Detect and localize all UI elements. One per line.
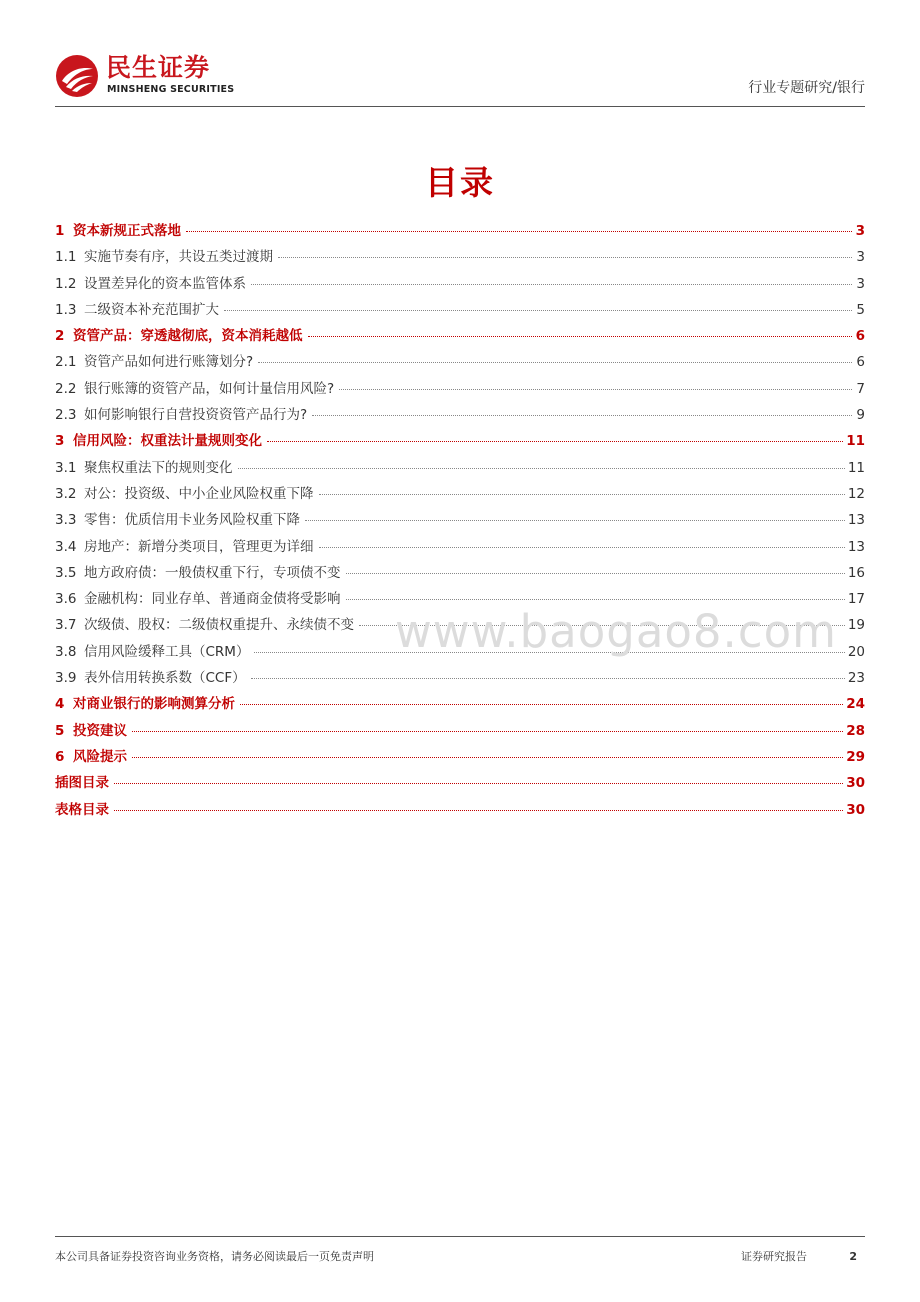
footer-disclaimer: 本公司具备证券投资咨询业务资格，请务必阅读最后一页免责声明	[55, 1250, 374, 1263]
toc-entry[interactable]	[55, 248, 865, 274]
toc-entry-number: 2	[55, 328, 65, 345]
toc-leader-dots	[251, 678, 845, 679]
toc-entry-number: 6	[55, 748, 65, 765]
toc-entry[interactable]	[55, 511, 865, 537]
toc-entry[interactable]	[55, 380, 865, 406]
toc-entry[interactable]	[55, 432, 865, 458]
page-footer	[55, 1236, 865, 1263]
toc-entry-page: 13	[847, 512, 865, 529]
toc-entry-number: 3.6	[55, 591, 77, 608]
toc-entry-title: 插图目录	[55, 775, 109, 792]
toc-entry-page: 12	[847, 485, 865, 502]
toc-entry-number: 3.3	[55, 512, 77, 529]
toc-leader-dots	[186, 231, 852, 232]
toc-leader-dots	[305, 520, 845, 521]
toc-entry[interactable]	[55, 222, 865, 248]
toc-leader-dots	[114, 783, 843, 784]
toc-leader-dots	[308, 336, 853, 337]
toc-entry-title: 资管产品：穿透越彻底，资本消耗越低	[73, 328, 303, 345]
toc-entry-page: 3	[856, 249, 865, 266]
toc-entry-title: 资本新规正式落地	[73, 223, 181, 239]
toc-entry[interactable]	[55, 538, 865, 564]
watermark: www.baogao8.com	[395, 605, 837, 658]
toc-entry-page: 6	[855, 328, 865, 345]
toc-entry-page: 29	[846, 748, 865, 765]
toc-entry[interactable]	[55, 722, 865, 748]
toc-entry-title: 表外信用转换系数（CCF）	[84, 670, 246, 687]
toc-entry-title: 房地产：新增分类项目，管理更为详细	[84, 538, 314, 555]
toc-entry-page: 23	[847, 670, 865, 687]
minsheng-logo	[55, 52, 255, 98]
toc-entry[interactable]	[55, 695, 865, 721]
toc-entry[interactable]	[55, 774, 865, 800]
toc-entry[interactable]	[55, 327, 865, 353]
toc-entry[interactable]	[55, 406, 865, 432]
toc-entry-title: 信用风险缓释工具（CRM）	[84, 643, 250, 660]
toc-entry[interactable]	[55, 459, 865, 485]
toc-entry[interactable]	[55, 564, 865, 590]
toc-entry-title: 投资建议	[73, 722, 127, 739]
toc-entry-title: 银行账簿的资管产品，如何计量信用风险?	[84, 380, 335, 397]
toc-entry-title: 金融机构：同业存单、普通商金债将受影响	[84, 591, 341, 608]
toc-entry-number: 2.2	[55, 380, 77, 397]
toc-entry-title: 信用风险：权重法计量规则变化	[73, 433, 262, 450]
toc-entry-title: 对公：投资级、中小企业风险权重下降	[84, 485, 314, 502]
report-category: 行业专题研究/银行	[748, 80, 865, 96]
toc-entry-number: 3.9	[55, 670, 77, 687]
toc-leader-dots	[258, 362, 852, 363]
toc-entry-title: 风险提示	[73, 748, 127, 765]
toc-entry-title: 如何影响银行自营投资资管产品行为?	[84, 407, 308, 424]
toc-entry-number: 3.2	[55, 485, 77, 502]
toc-entry-number: 3.1	[55, 459, 77, 476]
page-header	[55, 52, 865, 107]
toc-entry-number: 1.2	[55, 275, 77, 292]
toc-leader-dots	[278, 257, 852, 258]
toc-entry-number: 2.1	[55, 354, 77, 371]
toc-entry-title: 设置差异化的资本监管体系	[84, 275, 246, 292]
toc-entry-title: 聚焦权重法下的规则变化	[84, 459, 233, 476]
toc-entry-page: 16	[847, 564, 865, 581]
toc-entry-number: 3.8	[55, 643, 77, 660]
toc-entry-page: 11	[847, 459, 865, 476]
toc-leader-dots	[224, 310, 852, 311]
toc-leader-dots	[312, 415, 852, 416]
toc-entry-number: 1	[55, 223, 65, 239]
toc-entry-page: 3	[856, 275, 865, 292]
toc-leader-dots	[132, 731, 843, 732]
minsheng-logo-icon	[55, 54, 99, 98]
toc-entry-page: 6	[856, 354, 865, 371]
toc-entry[interactable]	[55, 669, 865, 695]
logo-english-name: MINSHENG SECURITIES	[107, 84, 235, 95]
toc-leader-dots	[114, 810, 843, 811]
footer-report-type: 证券研究报告	[741, 1250, 807, 1263]
toc-entry-title: 表格目录	[55, 801, 109, 818]
toc-entry-page: 30	[846, 775, 865, 792]
toc-leader-dots	[346, 599, 845, 600]
toc-entry-page: 28	[846, 722, 865, 739]
toc-entry-page: 3	[855, 223, 865, 239]
toc-entry-title: 实施节奏有序，共设五类过渡期	[84, 249, 273, 266]
toc-entry-page: 17	[847, 591, 865, 608]
toc-entry[interactable]	[55, 353, 865, 379]
toc-entry-page: 20	[847, 643, 865, 660]
toc-entry[interactable]	[55, 301, 865, 327]
toc-entry-number: 1.3	[55, 301, 77, 318]
toc-entry-number: 3.7	[55, 617, 77, 634]
toc-entry-number: 3	[55, 433, 65, 450]
toc-leader-dots	[132, 757, 843, 758]
toc-leader-dots	[339, 389, 852, 390]
toc-leader-dots	[319, 547, 845, 548]
toc-entry-page: 5	[856, 301, 865, 318]
toc-leader-dots	[267, 441, 843, 442]
toc-entry-page: 24	[846, 696, 865, 713]
table-of-contents	[55, 222, 865, 827]
toc-title: 目录	[425, 163, 495, 202]
page-number: 2	[849, 1250, 857, 1263]
toc-entry-page: 13	[847, 538, 865, 555]
toc-entry-title: 二级资本补充范围扩大	[84, 301, 219, 318]
toc-entry-title: 对商业银行的影响测算分析	[73, 696, 235, 713]
toc-entry-page: 7	[856, 380, 865, 397]
toc-entry-page: 9	[856, 407, 865, 424]
logo-chinese-name: 民生证券	[106, 53, 211, 82]
toc-entry-number: 2.3	[55, 407, 77, 424]
toc-entry-page: 30	[846, 801, 865, 818]
toc-entry-title: 地方政府债：一般债权重下行，专项债不变	[84, 564, 341, 581]
toc-leader-dots	[319, 494, 845, 495]
toc-leader-dots	[240, 704, 843, 705]
toc-entry-page: 11	[846, 433, 865, 450]
toc-entry-number: 3.5	[55, 564, 77, 581]
toc-entry[interactable]	[55, 748, 865, 774]
toc-entry[interactable]	[55, 275, 865, 301]
toc-entry-title: 资管产品如何进行账簿划分?	[84, 354, 254, 371]
toc-entry[interactable]	[55, 485, 865, 511]
toc-entry-number: 3.4	[55, 538, 77, 555]
toc-entry-number: 5	[55, 722, 65, 739]
toc-leader-dots	[251, 284, 852, 285]
toc-entry[interactable]	[55, 801, 865, 827]
toc-entry-number: 4	[55, 696, 65, 713]
toc-leader-dots	[238, 468, 845, 469]
toc-entry-title: 零售：优质信用卡业务风险权重下降	[84, 512, 300, 529]
toc-entry-number: 1.1	[55, 249, 77, 266]
toc-entry-title: 次级债、股权：二级债权重提升、永续债不变	[84, 617, 354, 634]
toc-leader-dots	[346, 573, 845, 574]
toc-entry-page: 19	[847, 617, 865, 634]
